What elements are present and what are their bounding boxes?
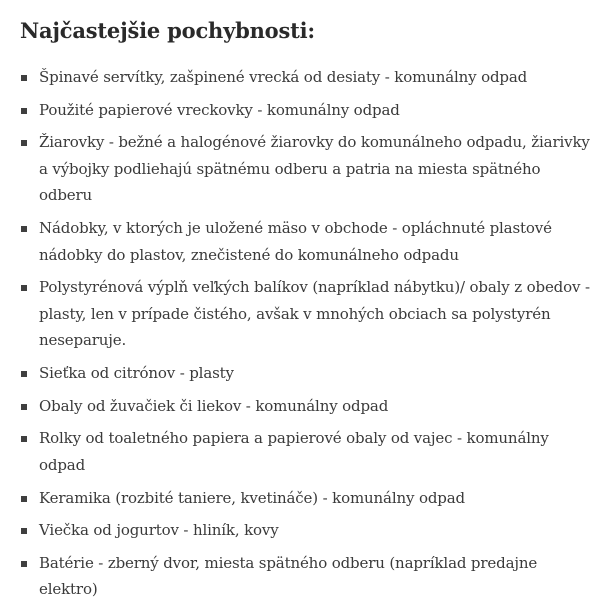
square-bullet-icon — [21, 528, 27, 534]
square-bullet-icon — [21, 140, 27, 146]
list-item-text: Batérie - zberný dvor, miesta spätného odberu (napríklad predajne elektro) — [39, 553, 538, 599]
section-heading: Najčastejšie pochybnosti: — [20, 18, 315, 43]
square-bullet-icon — [21, 108, 27, 114]
list-item-text: Obaly od žuvačiek či liekov - komunálny odpad — [39, 396, 389, 415]
square-bullet-icon — [21, 371, 27, 377]
square-bullet-icon — [21, 436, 27, 442]
list-item — [20, 64, 598, 91]
list-item — [20, 360, 598, 387]
square-bullet-icon — [21, 561, 27, 567]
list-item-text: Rolky od toaletného papiera a papierové obaly od vajec - komunálny odpad — [39, 429, 549, 474]
list-item-text: Použité papierové vreckovky - komunálny odpad — [39, 100, 400, 119]
square-bullet-icon — [21, 226, 27, 232]
list-item-text: Žiarovky - bežné a halogénové žiarovky do komunálneho odpadu, žiarivky a výbojky podliehajú spätnému odberu a patria na miesta spätného odberu — [39, 133, 590, 205]
list-item-text: Keramika (rozbité taniere, kvetináče) - komunálny odpad — [39, 488, 465, 507]
list-item — [20, 274, 598, 354]
list-item — [20, 215, 598, 268]
list-item — [20, 393, 598, 420]
square-bullet-icon — [21, 404, 27, 410]
list-item — [20, 550, 598, 603]
content — [20, 14, 598, 609]
list-item-text: Nádobky, v ktorých je uložené mäso v obchode - opláchnuté plastové nádobky do plastov, znečistené do komunálneho odpadu — [39, 219, 552, 264]
list-item — [20, 425, 598, 478]
list-item-text: Špinavé servítky, zašpinené vrecká od desiaty - komunálny odpad — [39, 68, 528, 86]
list-item — [20, 129, 598, 209]
doubts-list — [20, 64, 598, 603]
list-item-text: Viečka od jogurtov - hliník, kovy — [39, 521, 279, 540]
list-item-text: Sieťka od citrónov - plasty — [39, 363, 234, 382]
list-item — [20, 485, 598, 512]
list-item — [20, 517, 598, 544]
list-item — [20, 97, 598, 124]
square-bullet-icon — [21, 285, 27, 291]
square-bullet-icon — [21, 496, 27, 502]
square-bullet-icon — [21, 75, 27, 81]
list-item-text: Polystyrénová výplň veľkých balíkov (napríklad nábytku)/ obaly z obedov - plasty, len v prípade čistého, avšak v mnohých obciach sa polystyrén neseparuje. — [39, 278, 590, 350]
